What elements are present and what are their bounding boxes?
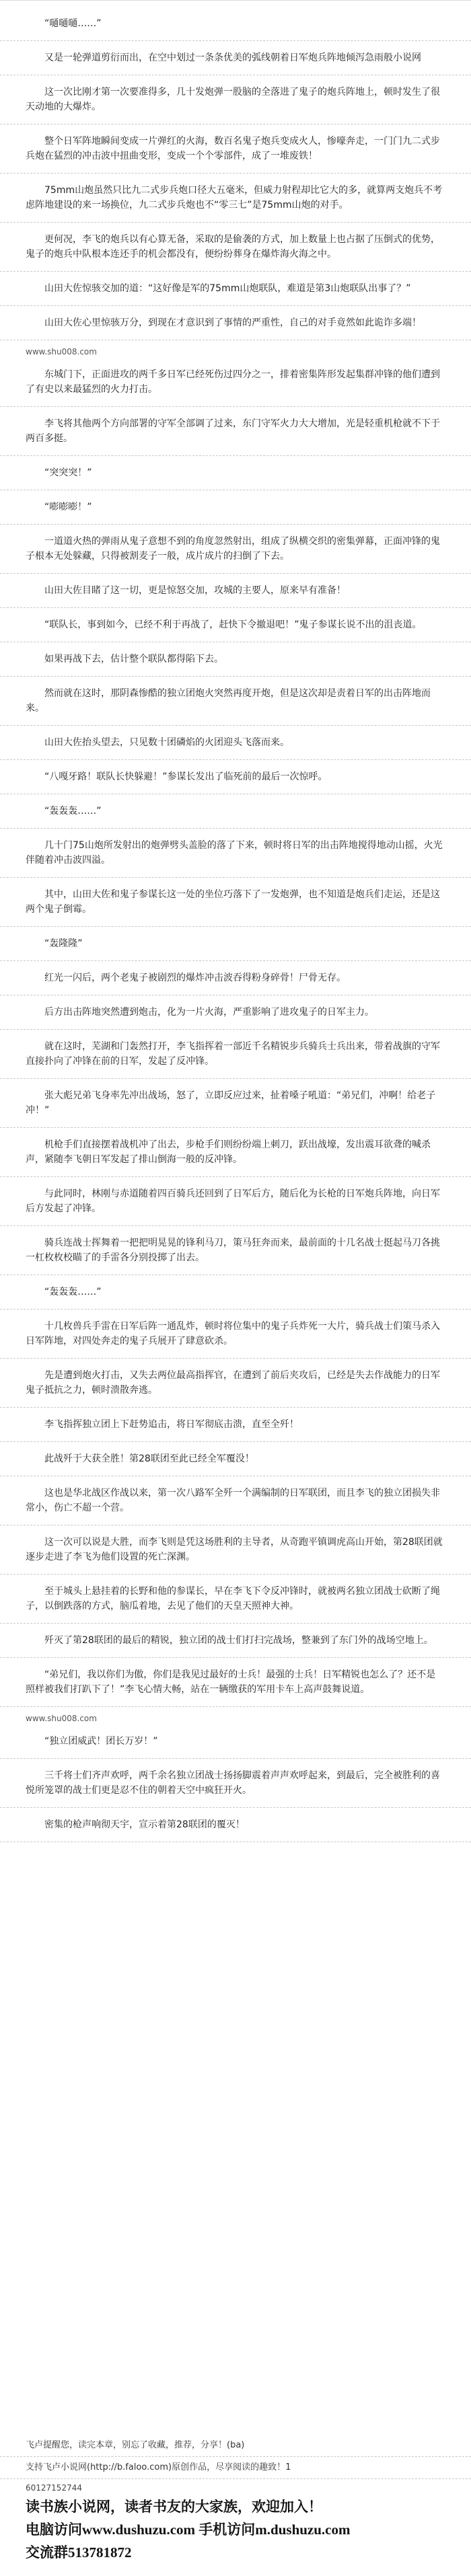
paragraph: 机枪手们直接摆着战机冲了出去，步枪手们则纷纷端上刺刀，跃出战壕，发出震耳欲聋的喊杀声，紧随李飞朝日军发起了排山倒海一般的反冲锋。 (0, 1128, 471, 1177)
paragraph: 红光一闪后，两个老鬼子被剧烈的爆炸冲击波吞得粉身碎骨！尸骨无存。 (0, 961, 471, 995)
paragraph: 三千将士们齐声欢呼，两千余名独立团战士扬扬脚震着声声欢呼起来，到最后，完全被胜利的喜悦所笼罩的战士们更是忍不住的朝着天空中疯狂开火。 (0, 1759, 471, 1808)
paragraph: 这一次比刚才第一次要准得多，几十发炮弹一股脑的全落进了鬼子的炮兵阵地上，顿时发生了很天动地的大爆炸。 (0, 75, 471, 124)
promo-welcome: 读书族小说网，读者书友的大家族，欢迎加入！ (26, 2499, 322, 2515)
paragraph: 如果再战下去，估计整个联队都得陷下去。 (0, 642, 471, 677)
chapter-content (0, 7, 471, 1842)
footer-reminder: 飞卢提醒您，读完本章，别忘了收藏，推荐，分享！(ba) (0, 2435, 471, 2457)
paragraph: 然而就在这时，那阴森惨酷的独立团炮火突然再度开炮，但是这次却是责着日军的出击阵地而来。 (0, 677, 471, 726)
paragraph: 与此同时，林刚与赤道随着四百骑兵还回到了日军后方，随后化为长枪的日军炮兵阵地，向日军后方发起了冲锋。 (0, 1177, 471, 1226)
site-promo (0, 2495, 471, 2564)
paragraph: 歼灭了第28联团的最后的精锐，独立团的战士们打扫完战场，整兼到了东门外的战场空地上。 (0, 1624, 471, 1658)
paragraph: “弟兄们，我以你们为傲，你们是我见过最好的士兵！最强的士兵！日军精锐也怎么了？还不是照样被我们打趴下了！”李飞心情大畅，站在一辆缴获的军用卡车上高声鼓舞说道。 (0, 1658, 471, 1707)
paragraph: 一道道火热的弹雨从鬼子意想不到的角度忽然射出，组成了纵横交织的密集弹幕，正面冲锋的鬼子根本无处躲藏，只得被割麦子一般，成片成片的扫倒了下去。 (0, 525, 471, 574)
paragraph: “独立团威武！团长万岁！” (0, 1725, 471, 1759)
paragraph: 先是遭到炮火打击，又失去两位最高指挥官，在遭到了前后夹攻后，已经是失去作战能力的日军鬼子抵抗之力，顿时溃散奔逃。 (0, 1359, 471, 1408)
paragraph: 山田大佐目睹了这一切，更是惊怒交加，攻城的主要人，原来早有准备！ (0, 574, 471, 608)
paragraph: 就在这时，芜湖和门轰然打开，李飞指挥着一部近千名精锐步兵骑兵士兵出来，带着战旗的守军直接扑向了冲锋在前的日军，发起了反冲锋。 (0, 1030, 471, 1079)
footer-code: 60127152744 (26, 2483, 82, 2493)
paragraph: 几十门75山炮所发射出的炮弹劈头盖脸的落了下来，顿时将日军的出击阵地搅得地动山摇，火光伴随着冲击波四溢。 (0, 829, 471, 878)
chapter-footer (0, 2435, 471, 2497)
paragraph: 东城门下，正面进攻的两千多日军已经死伤过四分之一，排着密集阵形发起集群冲锋的他们遭到了有史以来最猛烈的火力打击。 (0, 358, 471, 407)
paragraph: “八嘎牙路！联队长快躲避！”参谋长发出了临死前的最后一次惊呼。 (0, 760, 471, 794)
paragraph: 这一次可以说是大胜，而李飞则是凭这场胜利的主导者，从奇跑平镇调虎高山开始，第28联团就逐步走进了李飞为他们设置的死亡深渊。 (0, 1525, 471, 1575)
paragraph: 山田大佐抬头望去，只见数十团磷焰的火团迎头飞落而来。 (0, 726, 471, 760)
paragraph: 密集的枪声响彻天宇，宣示着第28联团的覆灭！ (0, 1808, 471, 1842)
paragraph: 这也是华北战区作战以来，第一次八路军全歼一个满编制的日军联团，而且李飞的独立团损失非常小，伤亡不超一个营。 (0, 1476, 471, 1525)
paragraph: 十几枚兽兵手雷在日军后阵一通乱炸，顿时将位集中的鬼子兵炸死一大片，骑兵战士们策马杀入日军阵地，对四处奔走的鬼子兵展开了肆意砍杀。 (0, 1310, 471, 1359)
paragraph: “联队长，事到如今，已经不利于再战了，赶快下令撤退吧！”鬼子参谋长说不出的沮丧道。 (0, 608, 471, 642)
paragraph: 李飞指挥独立团上下赶势追击，将日军彻底击溃，直至全歼！ (0, 1408, 471, 1442)
paragraph: 又是一轮弹道剪衍而出，在空中划过一条条优美的弧线朝着日军炮兵阵地倾泻急雨般小说网 (0, 41, 471, 75)
paragraph: “轰轰轰……” (0, 794, 471, 829)
paragraph: 更何况，李飞的炮兵以有心算无备，采取的是偷袭的方式，加上数量上也占据了压倒式的优势，鬼子的炮兵中队根本连还手的机会都没有，便纷纷葬身在爆炸海火海之中。 (0, 223, 471, 272)
paragraph: 李飞将其他两个方向部署的守军全部调了过来，东门守军火力大大增加，光是轻重机枪就不下于两百多挺。 (0, 407, 471, 456)
paragraph: 骑兵连战士挥舞着一把把明晃晃的锋利马刀，策马狂奔而来，最前面的十几名战士挺起马刀各挑一杠枚枚校瞄了的手雷各分别投掷了出去。 (0, 1226, 471, 1275)
paragraph: 其中，山田大佐和鬼子参谋长这一处的坐位巧落下了一发炮弹，也不知道是炮兵们走运，还是这两个鬼子倒霉。 (0, 878, 471, 927)
paragraph: 张大彪兄弟飞身率先冲出战场，怒了，立即反应过来，扯着嗓子吼道：“弟兄们，冲啊！给老子冲！” (0, 1079, 471, 1128)
paragraph: 此战歼于大获全胜！第28联团至此已经全军覆没！ (0, 1442, 471, 1476)
promo-site-urls[interactable]: 电脑访问www.dushuzu.com 手机访问m.dushuzu.com (26, 2522, 351, 2538)
footer-support-link[interactable]: 支持飞卢小说网(http://b.faloo.com)原创作品，尽享阅读的趣致！1 (0, 2457, 471, 2479)
paragraph: 整个日军阵地瞬间变成一片弹红的火海，数百名鬼子炮兵变成火人，惨嚎奔走，一门门九二式步兵炮在猛烈的冲击波中扭曲变形，变成一个个零部件，成了一堆废铁！ (0, 124, 471, 174)
paragraph: 山田大佐惊骇交加的道：“这好像是军的75mm山炮联队，难道是第3山炮联队出事了？” (0, 272, 471, 306)
paragraph: “轰隆隆” (0, 927, 471, 961)
paragraph: 75mm山炮虽然只比九二式步兵炮口径大五毫米，但威力射程却比它大的多，就算两支炮兵不考虑阵地建设的来一场换位，九二式步兵炮也不“零三七”是75mm山炮的对手。 (0, 174, 471, 223)
watermark-text: www.shu008.com (26, 1714, 97, 1723)
promo-group: 交流群513781872 (26, 2544, 132, 2561)
paragraph: 山田大佐心里惊骇万分，到现在才意识到了事情的严重性，自己的对手竟然如此诡诈多端！ (0, 306, 471, 340)
paragraph: “突突突！” (0, 456, 471, 490)
paragraph: “嘭嘭嘭！” (0, 490, 471, 525)
paragraph: “轰轰轰……” (0, 1275, 471, 1310)
top-divider (0, 0, 471, 3)
paragraph: 至于城头上悬挂着的长野和他的参谋长，早在李飞下令反冲锋时，就被两名独立团战士砍断了绳子，以倒跌落的方式，脑瓜着地，去见了他们的天皇天照神大神。 (0, 1575, 471, 1624)
paragraph: “嗵嗵嗵……” (0, 7, 471, 41)
watermark-text: www.shu008.com (26, 347, 97, 356)
paragraph: 后方出击阵地突然遭到炮击，化为一片火海，严重影响了进攻鬼子的日军主力。 (0, 995, 471, 1030)
